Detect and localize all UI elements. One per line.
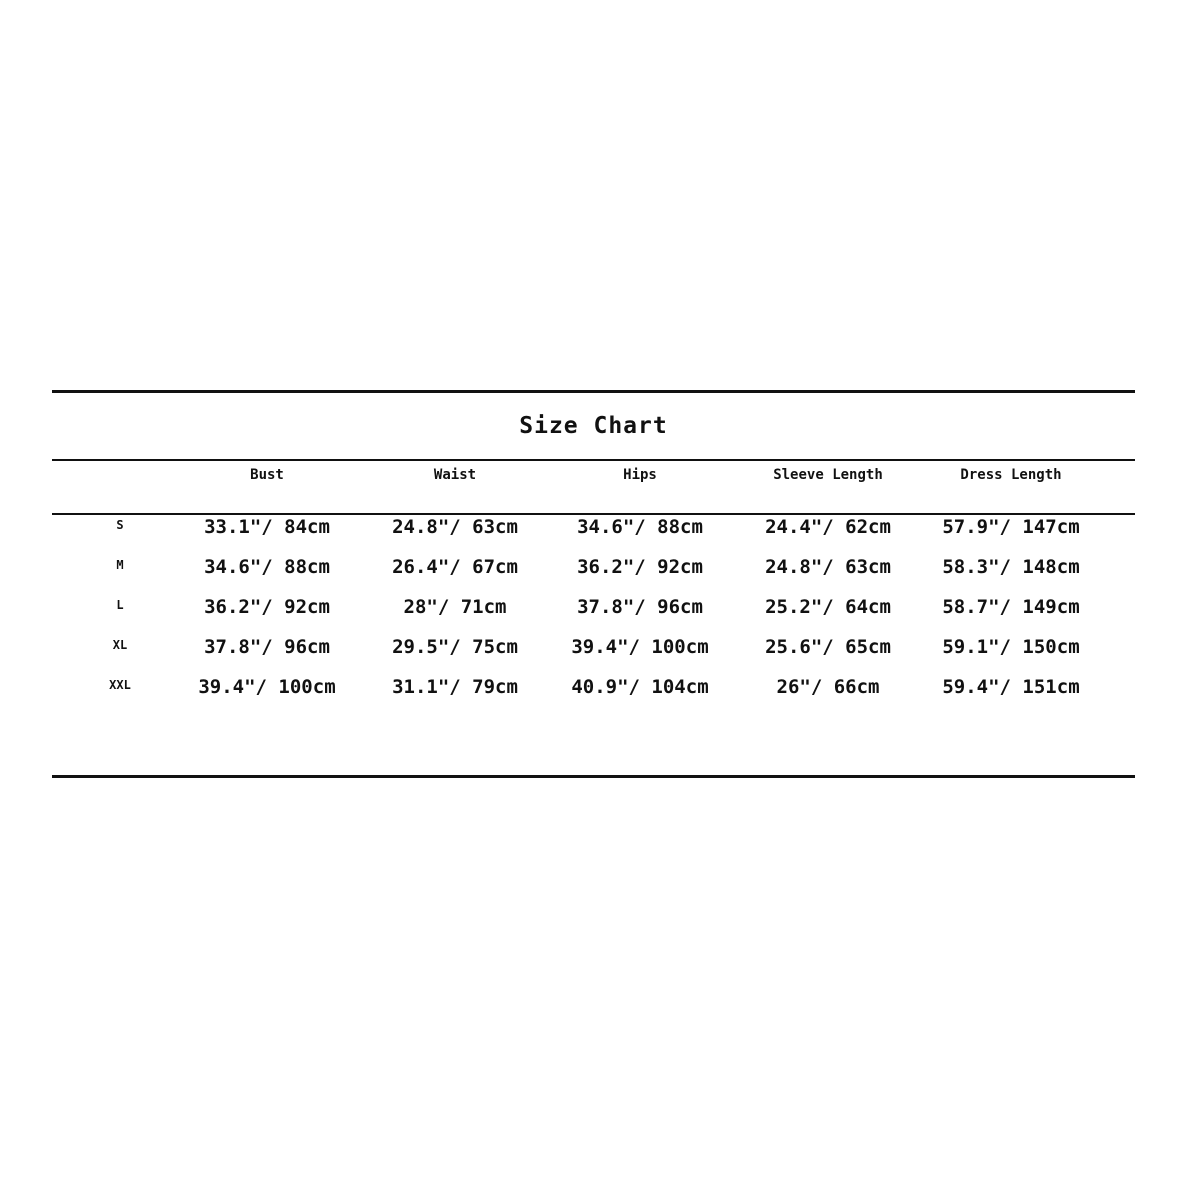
cell-dress-length: 59.4"/ 151cm <box>942 676 1080 698</box>
cell-dress-length: 59.1"/ 150cm <box>942 636 1080 658</box>
size-label: XXL <box>109 678 131 692</box>
bottom-rule <box>52 775 1135 778</box>
cell-bust: 33.1"/ 84cm <box>204 516 330 538</box>
column-header-waist: Waist <box>433 467 477 483</box>
table-title: Size Chart <box>519 413 668 439</box>
table-row <box>0 594 1200 622</box>
cell-sleeve-length: 24.4"/ 62cm <box>765 516 891 538</box>
cell-bust: 34.6"/ 88cm <box>204 556 330 578</box>
cell-bust: 37.8"/ 96cm <box>204 636 330 658</box>
table-row <box>0 554 1200 582</box>
cell-waist: 26.4"/ 67cm <box>392 556 518 578</box>
size-label: L <box>116 598 124 612</box>
top-rule <box>52 390 1135 393</box>
table-row <box>0 674 1200 702</box>
cell-waist: 28"/ 71cm <box>403 596 507 618</box>
table-row <box>0 514 1200 542</box>
column-header-hips: Hips <box>623 467 657 483</box>
column-header-bust: Bust <box>250 467 284 483</box>
column-header-dress-length: Dress Length <box>960 467 1062 483</box>
cell-waist: 29.5"/ 75cm <box>392 636 518 658</box>
cell-hips: 34.6"/ 88cm <box>577 516 703 538</box>
cell-hips: 39.4"/ 100cm <box>571 636 709 658</box>
cell-bust: 39.4"/ 100cm <box>198 676 336 698</box>
cell-dress-length: 58.3"/ 148cm <box>942 556 1080 578</box>
cell-sleeve-length: 24.8"/ 63cm <box>765 556 891 578</box>
header-row <box>0 467 1200 489</box>
cell-hips: 40.9"/ 104cm <box>571 676 709 698</box>
cell-dress-length: 58.7"/ 149cm <box>942 596 1080 618</box>
cell-sleeve-length: 26"/ 66cm <box>776 676 880 698</box>
table-row <box>0 634 1200 662</box>
cell-hips: 36.2"/ 92cm <box>577 556 703 578</box>
size-label: S <box>116 518 124 532</box>
cell-waist: 31.1"/ 79cm <box>392 676 518 698</box>
cell-sleeve-length: 25.6"/ 65cm <box>765 636 891 658</box>
cell-hips: 37.8"/ 96cm <box>577 596 703 618</box>
size-label: XL <box>112 638 128 652</box>
cell-waist: 24.8"/ 63cm <box>392 516 518 538</box>
cell-sleeve-length: 25.2"/ 64cm <box>765 596 891 618</box>
column-header-sleeve-length: Sleeve Length <box>773 467 883 483</box>
title-rule <box>52 459 1135 461</box>
cell-bust: 36.2"/ 92cm <box>204 596 330 618</box>
size-label: M <box>116 558 124 572</box>
cell-dress-length: 57.9"/ 147cm <box>942 516 1080 538</box>
